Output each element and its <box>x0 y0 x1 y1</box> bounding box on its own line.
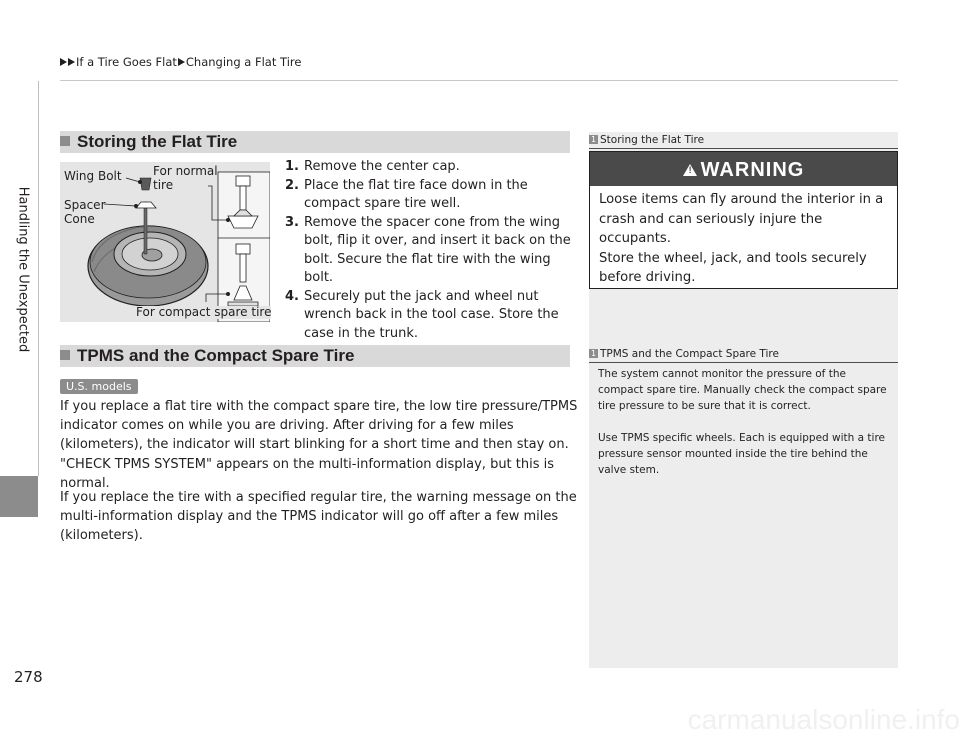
chapter-tab-marker[interactable] <box>0 476 38 517</box>
heading-square-icon <box>60 136 70 146</box>
label-for-compact-spare-tire: For compact spare tire <box>136 305 272 319</box>
chapter-side-label: Handling the Unexpected <box>15 186 31 353</box>
breadcrumb-item-if-a-tire-goes-flat[interactable]: If a Tire Goes Flat <box>76 55 177 69</box>
tpms-paragraph-2: If you replace the tire with a specified regular tire, the warning message on the multi-information display and the TPMS indicator will go off after a few miles (kilometers). <box>60 490 577 544</box>
sidebar-note-rule <box>589 148 898 149</box>
label-spacer-cone-line1: Spacer <box>64 198 106 212</box>
spare-tire-illustration <box>60 162 270 322</box>
sidebar-note-tpms-title[interactable]: 1 TPMS and the Compact Spare Tire <box>590 348 779 360</box>
page-number: 278 <box>14 668 43 686</box>
side-divider <box>38 81 39 476</box>
breadcrumb-arrow-icon <box>178 58 185 66</box>
section-heading-storing: Storing the Flat Tire <box>60 132 237 152</box>
sidebar-note-rule <box>589 362 898 363</box>
us-models-badge: U.S. models <box>60 379 138 394</box>
note-ref-icon: 1 <box>590 349 597 358</box>
warning-triangle-icon: ! <box>683 164 697 176</box>
breadcrumb-arrow-icon <box>68 58 75 66</box>
warning-text: Loose items can fly around the interior in a crash and can seriously injure the occupants. Store the wheel, jack, and tools securely before driving. <box>599 192 884 285</box>
step-item: 3. Remove the spacer cone from the wing bolt, flip it over, and insert it back on the bolt. Secure the flat tire with the wing bolt. <box>285 214 571 285</box>
heading-square-icon <box>60 350 70 360</box>
warning-label: WARNING <box>700 159 805 181</box>
warning-banner <box>590 152 897 186</box>
step-item: 4. Securely put the jack and wheel nut wrench back in the tool case. Store the case in the trunk. <box>285 288 559 341</box>
warning-box <box>589 151 898 289</box>
label-for-normal-tire-line1: For normal <box>153 164 218 178</box>
sidebar-tpms-paragraph-2: Use TPMS specific wheels. Each is equipped with a tire pressure sensor mounted inside the tire behind the valve stem. <box>598 432 886 476</box>
step-item: 2. Place the flat tire face down in the compact spare tire well. <box>285 177 528 211</box>
header-divider <box>60 80 898 81</box>
breadcrumb-item-changing-a-flat-tire[interactable]: Changing a Flat Tire <box>185 55 302 69</box>
label-for-normal-tire-line2: tire <box>153 178 174 192</box>
sidebar-note-storing-title[interactable]: 1 Storing the Flat Tire <box>590 134 705 146</box>
storing-steps-list <box>285 158 575 343</box>
step-item: 1. Remove the center cap. <box>285 159 460 174</box>
breadcrumb <box>60 55 301 69</box>
section-heading-tpms: TPMS and the Compact Spare Tire <box>60 346 354 366</box>
tpms-paragraph-1: If you replace a flat tire with the compact spare tire, the low tire pressure/TPMS indicator comes on while you are driving. After driving for a few miles (kilometers), the indicator will start blinking for a short time and then stay on. "CHECK TPMS SYSTEM" appears on the multi-information display, but this is normal. <box>60 399 578 491</box>
note-ref-icon: 1 <box>590 135 597 144</box>
label-spacer-cone-line2: Cone <box>64 212 95 226</box>
sidebar-tpms-paragraph-1: The system cannot monitor the pressure of the compact spare tire. Manually check the compact spare tire pressure to be sure that it is correct. <box>598 368 887 412</box>
breadcrumb-arrow-icon <box>60 58 67 66</box>
label-wing-bolt: Wing Bolt <box>64 169 122 183</box>
watermark: carmanualsonline.info <box>687 704 960 735</box>
